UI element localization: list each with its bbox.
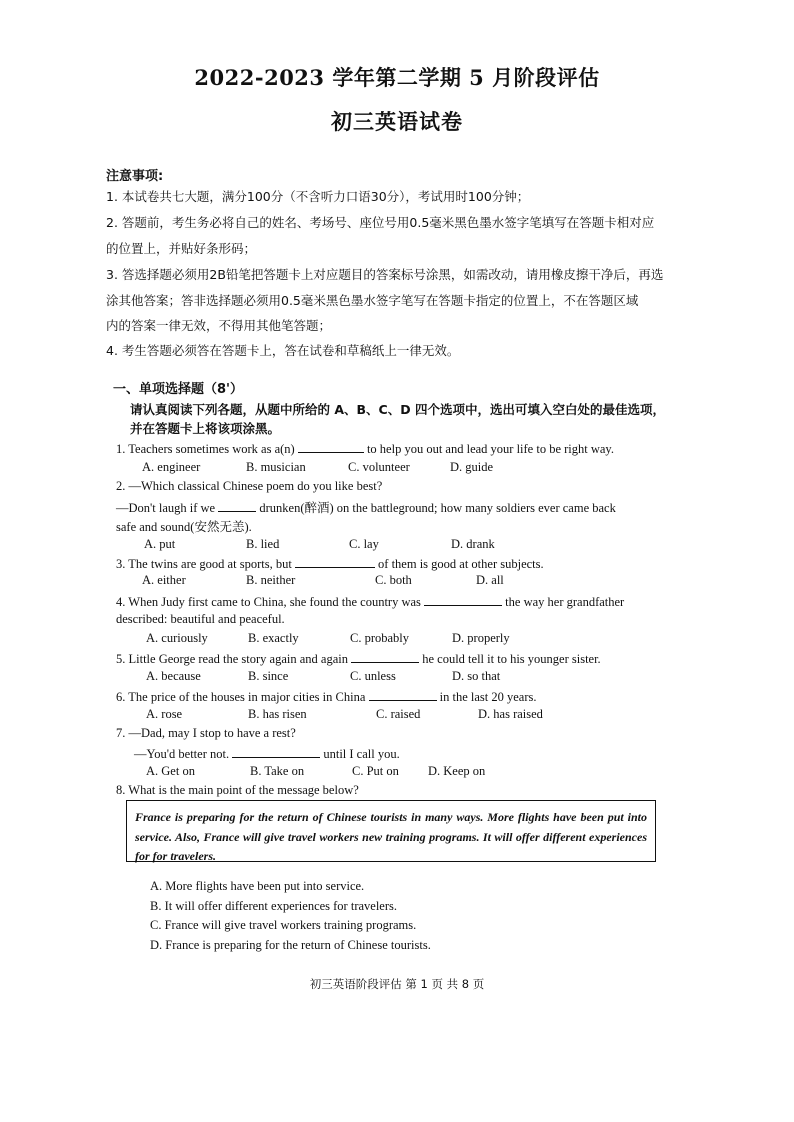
- option-c: C. both: [375, 573, 412, 587]
- question-7: 7. —Dad, may I stop to have a rest?: [116, 726, 296, 740]
- option-d: D. Keep on: [428, 764, 486, 778]
- question-text: 1. Teachers sometimes work as a(n): [116, 442, 295, 456]
- section-heading: 一、单项选择题（8'）: [113, 382, 244, 397]
- answer-blank: [369, 688, 437, 701]
- question-text: 5. Little George read the story again and again: [116, 652, 348, 666]
- question-text: 4. When Judy first came to China, she found the country was: [116, 595, 421, 609]
- option-c: C. unless: [350, 669, 396, 683]
- option-a: A. because: [146, 669, 201, 683]
- option-a: A. rose: [146, 707, 183, 721]
- question-3: [116, 555, 544, 572]
- option-c: C. France will give travel workers training programs.: [150, 918, 417, 932]
- notice-heading: 注意事项:: [106, 169, 164, 184]
- message-passage: France is preparing for the return of Chinese tourists in many ways. More flights have been put into service. Also, France will give travel workers new training programs. It will offer different experiences for for travelers.: [126, 800, 656, 862]
- option-c: C. lay: [349, 537, 379, 551]
- question-4-line: described: beautiful and peaceful.: [116, 612, 285, 626]
- answer-blank: [232, 745, 320, 758]
- question-text: he could tell it to his younger sister.: [422, 652, 601, 666]
- question-text: of them is good at other subjects.: [378, 557, 544, 571]
- answer-blank: [295, 555, 375, 568]
- question-text: —Don't laugh if we: [116, 501, 216, 515]
- answer-blank: [351, 650, 419, 663]
- question-6: [116, 688, 536, 705]
- question-text: the way her grandfather: [505, 595, 625, 609]
- option-d: D. has raised: [478, 707, 543, 721]
- question-2-line: safe and sound(安然无恙).: [116, 520, 252, 534]
- option-d: D. drank: [451, 537, 495, 551]
- option-d: D. so that: [452, 669, 501, 683]
- question-text: 3. The twins are good at sports, but: [116, 557, 292, 571]
- option-d: D. all: [476, 573, 504, 587]
- notice-item: 1. 本试卷共七大题，满分100分（不含听力口语30分），考试用时100分钟；: [106, 189, 530, 204]
- answer-blank: [298, 440, 364, 453]
- page-footer: 初三英语阶段评估 第 1 页 共 8 页: [309, 977, 485, 991]
- exam-subtitle: 初三英语试卷: [331, 109, 463, 134]
- option-b: B. It will offer different experiences for travelers.: [150, 899, 398, 913]
- option-c: C. probably: [350, 631, 410, 645]
- notice-item: 3. 答选择题必须用2B铅笔把答题卡上对应题目的答案标号涂黑，如需改动，请用橡皮擦干净后，再选: [106, 267, 664, 282]
- question-text: 6. The price of the houses in major cities in China: [116, 690, 366, 704]
- question-text: until I call you.: [323, 747, 400, 761]
- option-b: B. exactly: [248, 631, 299, 645]
- option-a: A. either: [142, 573, 186, 587]
- option-a: A. engineer: [142, 460, 201, 474]
- option-d: D. guide: [450, 460, 494, 474]
- option-b: B. lied: [246, 537, 280, 551]
- option-d: D. properly: [452, 631, 510, 645]
- question-text: drunken(醉酒) on the battleground; how many soldiers ever came back: [259, 501, 616, 515]
- option-b: B. since: [248, 669, 289, 683]
- question-text: to help you out and lead your life to be right way.: [366, 442, 614, 456]
- option-a: A. More flights have been put into service.: [150, 879, 365, 893]
- question-7-line: [134, 745, 400, 762]
- option-b: B. neither: [246, 573, 296, 587]
- question-text: —You'd better not.: [134, 747, 230, 761]
- option-c: C. raised: [376, 707, 421, 721]
- notice-item: 4. 考生答题必须答在答题卡上，答在试卷和草稿纸上一律无效。: [106, 343, 460, 358]
- question-text: in the last 20 years.: [439, 690, 537, 704]
- notice-item-cont: 内的答案一律无效，不得用其他笔答题；: [106, 318, 332, 333]
- question-5: [116, 650, 601, 667]
- question-2: 2. —Which classical Chinese poem do you like best?: [116, 479, 383, 493]
- notice-item-cont: 涂其他答案；答非选择题必须用0.5毫米黑色墨水签字笔写在答题卡指定的位置上，不在答题区域: [106, 293, 639, 308]
- option-c: C. volunteer: [348, 460, 410, 474]
- notice-item: 2. 答题前，考生务必将自己的姓名、考场号、座位号用0.5毫米黑色墨水签字笔填写在答题卡相对应: [106, 215, 655, 230]
- option-c: C. Put on: [352, 764, 399, 778]
- question-4: [116, 593, 624, 610]
- question-8: 8. What is the main point of the message below?: [116, 783, 359, 797]
- section-instruction: 请认真阅读下列各题，从题中所给的 A、B、C、D 四个选项中，选出可填入空白处的最佳选项，并在答题卡上将该项涂黑。: [130, 402, 665, 436]
- answer-blank: [218, 499, 256, 512]
- exam-title: 2022-2023 学年第二学期 5 月阶段评估: [194, 65, 600, 90]
- option-b: B. Take on: [250, 764, 305, 778]
- answer-blank: [424, 593, 502, 606]
- option-a: A. put: [144, 537, 176, 551]
- notice-item-cont: 的位置上，并贴好条形码；: [106, 241, 257, 256]
- option-b: B. musician: [246, 460, 306, 474]
- option-b: B. has risen: [248, 707, 307, 721]
- option-a: A. curiously: [146, 631, 208, 645]
- option-d: D. France is preparing for the return of Chinese tourists.: [150, 938, 431, 952]
- option-a: A. Get on: [146, 764, 195, 778]
- question-2-line: [116, 498, 616, 516]
- question-1: [116, 440, 614, 457]
